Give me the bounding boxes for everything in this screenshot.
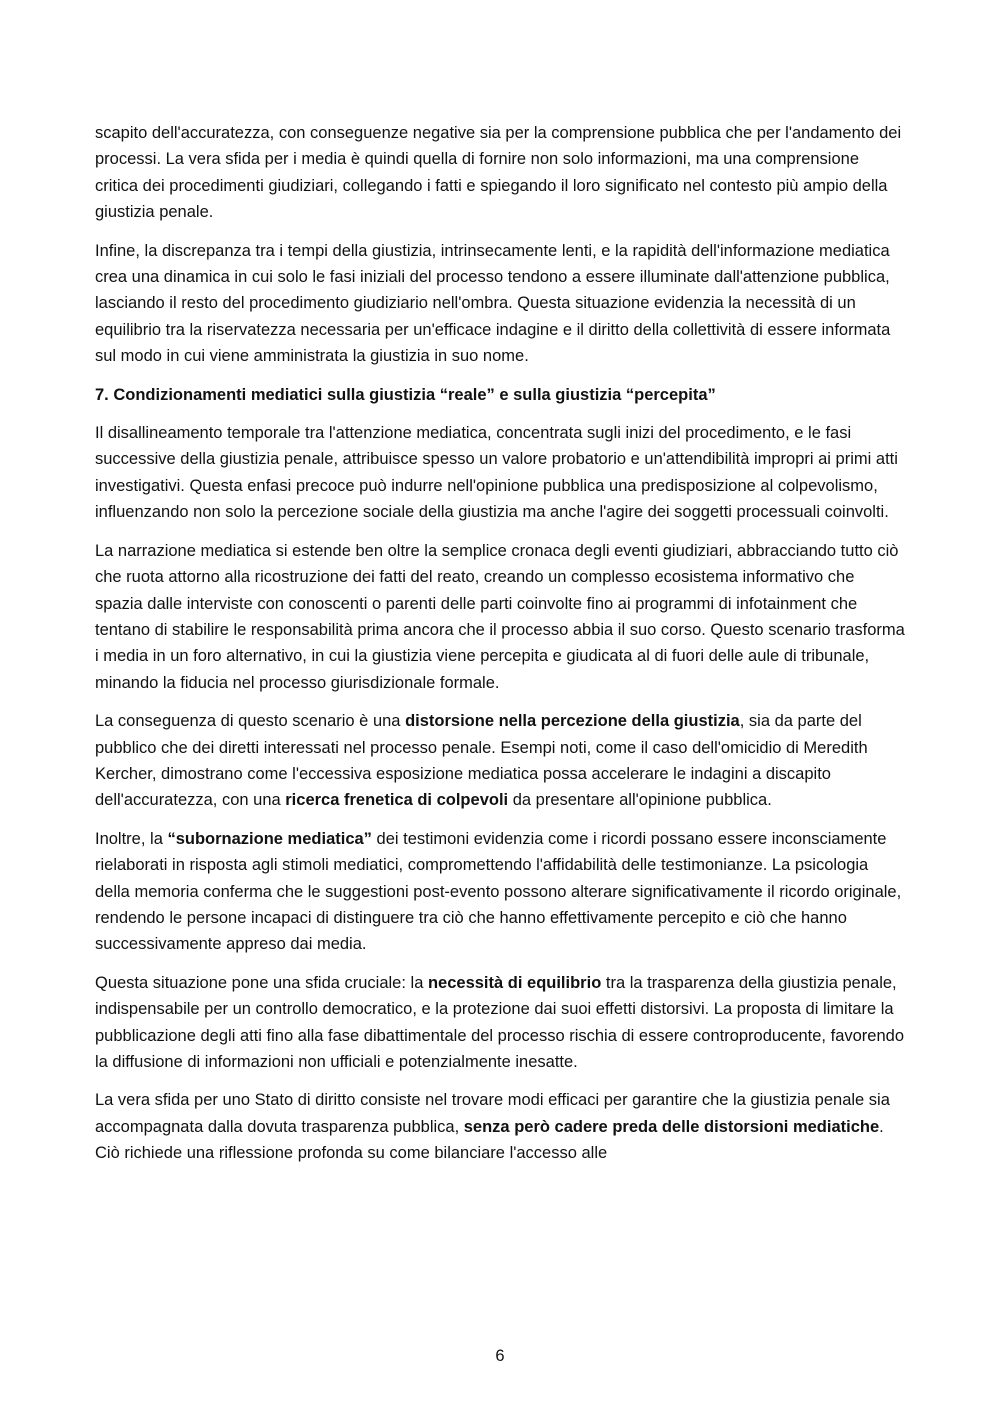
paragraph xyxy=(95,538,905,696)
bold-text: 7. Condizionamenti mediatici sulla giustizia “reale” e sulla giustizia “percepita” xyxy=(95,385,716,404)
text-run: scapito dell'accuratezza, con conseguenze negative sia per la comprensione pubblica che per l'andamento dei processi. La vera sfida per i media è quindi quella di fornire non solo informazioni, ma una comprensione critica dei procedimenti giudiziari, collegando i fatti e spiegando il loro significato nel contesto più ampio della giustizia penale. xyxy=(95,124,902,222)
text-run: Infine, la discrepanza tra i tempi della giustizia, intrinsecamente lenti, e la rapidità dell'informazione mediatica crea una dinamica in cui solo le fasi iniziali del processo tendono a essere illuminate dall'attenzione pubblica, lasciando il resto del procedimento giudiziario nell'ombra. Questa situazione evidenzia la necessità di un equilibrio tra la riservatezza necessaria per un'efficace indagine e il diritto della collettività di essere informata sul modo in cui viene amministrata la giustizia in suo nome. xyxy=(95,241,891,366)
text-run: La narrazione mediatica si estende ben oltre la semplice cronaca degli eventi giudiziari, abbracciando tutto ciò che ruota attorno alla ricostruzione dei fatti del reato, creando un complesso ecosistema informativo che spazia dalle interviste con conoscenti o parenti delle parti coinvolte fino ai programmi di infotainment che tentano di stabilire le responsabilità prima ancora che il processo abbia il suo corso. Questo scenario trasforma i media in un foro alternativo, in cui la giustizia viene percepita e giudicata al di fuori delle aule di tribunale, minando la fiducia nel processo giurisdizionale formale. xyxy=(95,541,905,692)
bold-text: “subornazione mediatica” xyxy=(167,829,372,848)
text-run: Il disallineamento temporale tra l'attenzione mediatica, concentrata sugli inizi del procedimento, e le fasi successive della giustizia penale, attribuisce spesso un valore probatorio e un'attendibilità impropri ai primi atti investigativi. Questa enfasi precoce può indurre nell'opinione pubblica una predisposizione al colpevolismo, influenzando non solo la percezione sociale della giustizia ma anche l'agire dei soggetti processuali coinvolti. xyxy=(95,424,898,522)
paragraph xyxy=(95,826,905,958)
paragraph xyxy=(95,238,905,370)
text-run: Inoltre, la xyxy=(95,829,168,848)
bold-text: distorsione nella percezione della giustizia xyxy=(405,712,740,731)
paragraph xyxy=(95,708,905,814)
text-run: . Ciò richiede una riflessione profonda su come bilanciare l'accesso alle xyxy=(95,1117,884,1163)
bold-text: ricerca frenetica di colpevoli xyxy=(285,791,509,810)
bold-text: senza però cadere preda delle distorsioni mediatiche xyxy=(463,1117,880,1136)
paragraph xyxy=(95,120,905,226)
text-run: La conseguenza di questo scenario è una xyxy=(95,712,406,731)
text-run: dei testimoni evidenzia come i ricordi possano essere inconsciamente rielaborati in risposta agli stimoli mediatici, compromettendo l'affidabilità delle testimonianze. La psicologia della memoria conferma che le suggestioni post-evento possono alterare significativamente il ricordo originale, rendendo le persone incapaci di distinguere tra ciò che hanno effettivamente percepito e ciò che hanno successivamente appreso dai media. xyxy=(95,829,902,954)
page-number: 6 xyxy=(495,1347,505,1365)
paragraph xyxy=(95,420,905,526)
text-run: da presentare all'opinione pubblica. xyxy=(508,791,772,810)
bold-text: necessità di equilibrio xyxy=(427,973,602,992)
paragraph xyxy=(95,1087,905,1166)
document-body xyxy=(95,120,905,1179)
paragraph xyxy=(95,970,905,1076)
text-run: tra la trasparenza della giustizia penale, indispensabile per un controllo democratico, e la protezione dai suoi effetti distorsivi. La proposta di limitare la pubblicazione degli atti fino alla fase dibattimentale del processo rischia di essere controproducente, favorendo la diffusione di informazioni non ufficiali e potenzialmente inesatte. xyxy=(95,973,904,1071)
section-heading xyxy=(95,382,905,408)
text-run: La vera sfida per uno Stato di diritto consiste nel trovare modi efficaci per garantire che la giustizia penale sia accompagnata dalla dovuta trasparenza pubblica, xyxy=(95,1091,890,1136)
text-run: , sia da parte del pubblico che dei diretti interessati nel processo penale. Esempi noti, come il caso dell'omicidio di Meredith Kercher, dimostrano come l'eccessiva esposizione mediatica possa accelerare le indagini a discapito dell'accuratezza, con una xyxy=(95,712,868,810)
text-run: Questa situazione pone una sfida cruciale: la xyxy=(95,973,428,992)
